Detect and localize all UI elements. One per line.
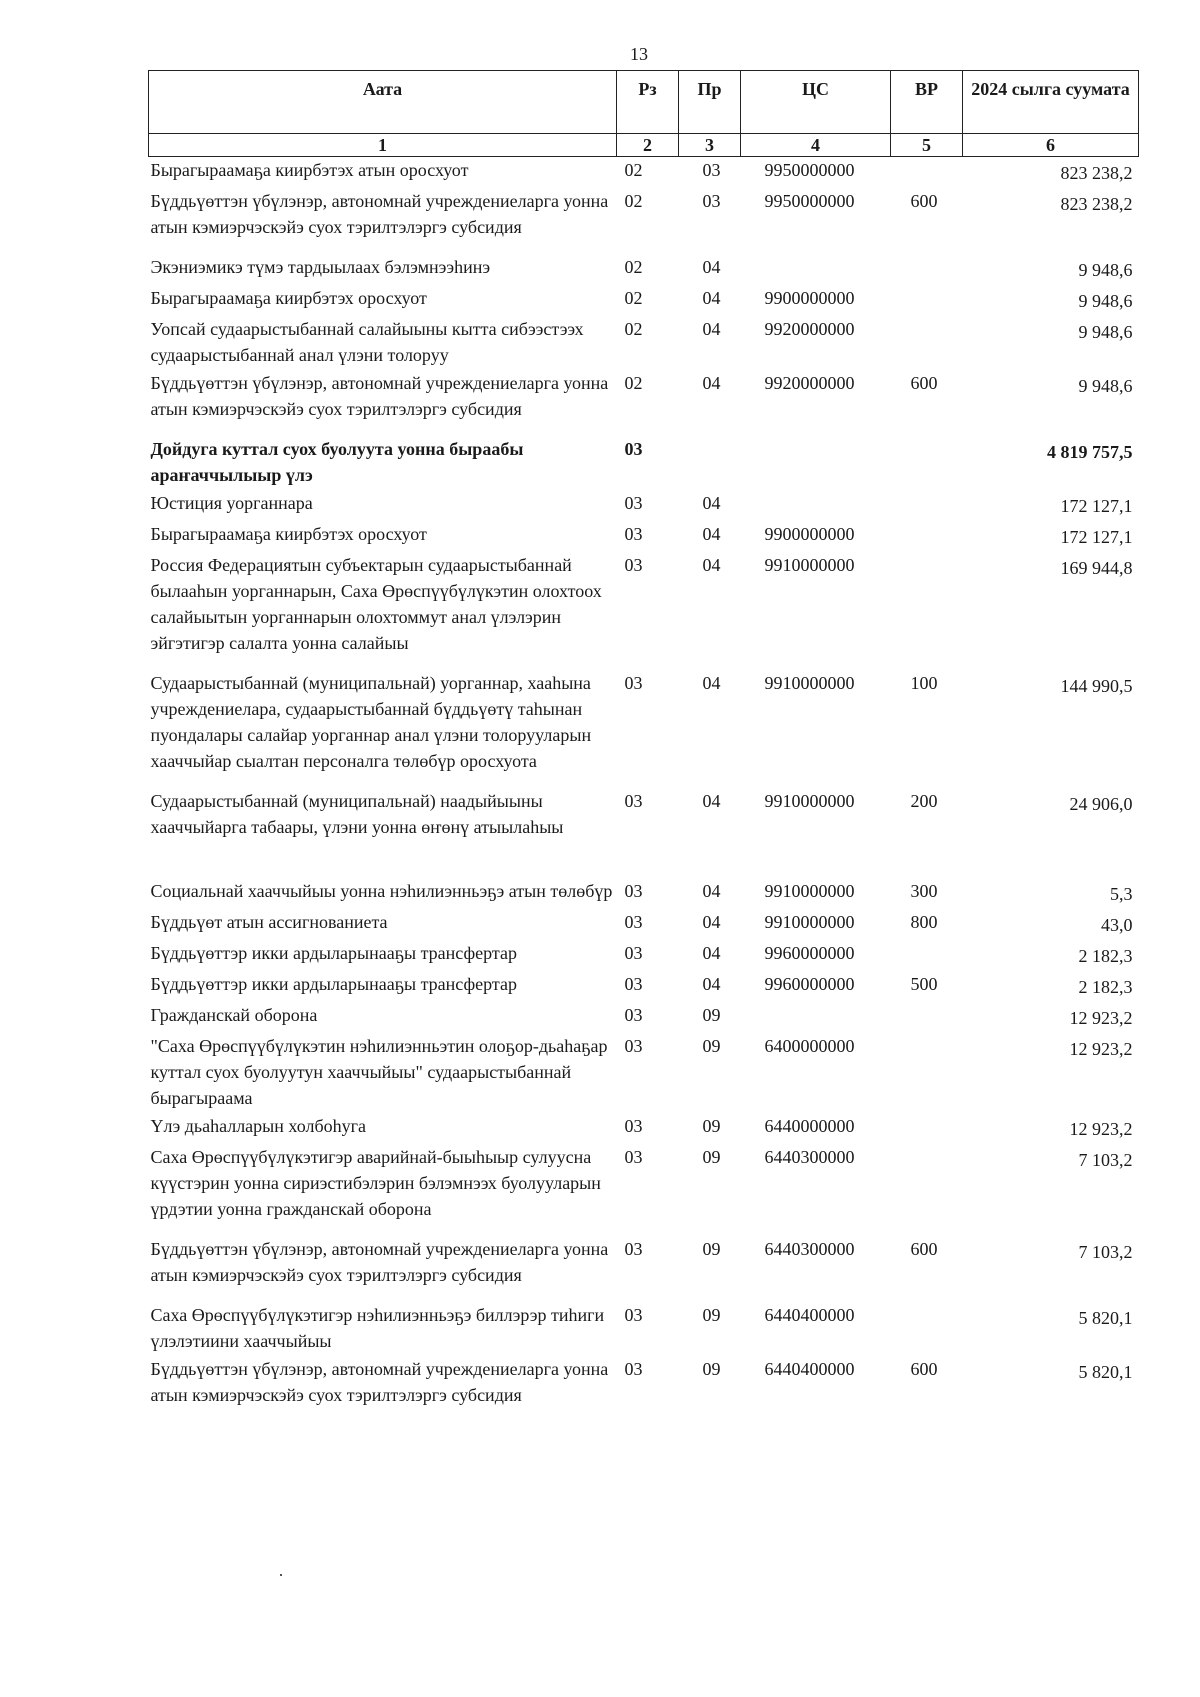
row-name: Экэниэмикэ түмэ тардыылаах бэлэмнээһинэ	[150, 257, 491, 277]
table-row	[149, 157, 1139, 189]
row-name: Бүддьүөттэн үбүлэнэр, автономнай учреждениеларга уонна атын кэмиэрчэскэйэ суох тэрилтэлэргэ субсидия	[150, 191, 609, 237]
header-pr: Пр	[679, 71, 741, 134]
row-pr: 04	[702, 524, 721, 544]
table-row	[149, 370, 1139, 436]
row-vr: 200	[910, 791, 938, 811]
row-vr: 300	[910, 881, 938, 901]
column-number: 3	[679, 134, 741, 157]
row-amount: 4 819 757,5	[1047, 442, 1133, 462]
row-pr: 09	[702, 1116, 721, 1136]
row-rz: 03	[624, 1005, 643, 1025]
table-row	[149, 971, 1139, 1002]
row-pr: 04	[702, 791, 721, 811]
row-name: Бүддьүөттэн үбүлэнэр, автономнай учреждениеларга уонна атын кэмиэрчэскэйэ суох тэрилтэлэргэ субсидия	[150, 373, 609, 419]
row-name: Гражданскай оборона	[150, 1005, 318, 1025]
header-name: Аата	[149, 71, 617, 134]
table-row	[149, 670, 1139, 788]
row-amount: 5 820,1	[1078, 1362, 1133, 1382]
column-number: 1	[149, 134, 617, 157]
row-cs: 6440300000	[764, 1239, 855, 1259]
row-name: Бүддьүөт атын ассигнованиета	[150, 912, 388, 932]
row-vr: 100	[910, 673, 938, 693]
row-name: Бүддьүөттэн үбүлэнэр, автономнай учреждениеларга уонна атын кэмиэрчэскэйэ суох тэрилтэлэргэ субсидия	[150, 1359, 609, 1405]
row-amount: 12 923,2	[1069, 1039, 1133, 1059]
row-pr: 04	[702, 673, 721, 693]
row-vr: 600	[910, 191, 938, 211]
row-name: Саха Өрөспүүбүлүкэтигэр нэһилиэнньэҕэ биллэрэр тиһиги үлэлэтиини хааччыйыы	[150, 1305, 605, 1351]
row-pr: 04	[702, 881, 721, 901]
row-vr	[891, 157, 963, 189]
row-rz: 03	[624, 1147, 643, 1167]
row-amount: 9 948,6	[1078, 376, 1133, 396]
row-vr	[891, 1033, 963, 1113]
row-amount: 2 182,3	[1078, 977, 1133, 997]
row-amount: 9 948,6	[1078, 291, 1133, 311]
column-number: 2	[617, 134, 679, 157]
row-vr: 800	[910, 912, 938, 932]
table-body	[149, 157, 1139, 1411]
row-rz: 03	[624, 943, 643, 963]
row-cs: 6440400000	[764, 1359, 855, 1379]
row-vr	[891, 521, 963, 552]
row-cs: 9900000000	[764, 288, 855, 308]
row-amount: 5 820,1	[1078, 1308, 1133, 1328]
table-row	[149, 285, 1139, 316]
header-cs: ЦС	[741, 71, 891, 134]
row-pr: 09	[702, 1005, 721, 1025]
table-row	[149, 254, 1139, 285]
table-row	[149, 1302, 1139, 1356]
table-header-row	[149, 71, 1139, 134]
row-name: Бырагыраамаҕа киирбэтэх атын оросхуот	[150, 160, 469, 180]
row-cs: 9910000000	[764, 555, 855, 575]
row-pr: 04	[702, 974, 721, 994]
row-pr: 09	[702, 1239, 721, 1259]
row-cs: 9960000000	[764, 943, 855, 963]
row-pr: 04	[702, 288, 721, 308]
table-row	[149, 1113, 1139, 1144]
row-cs: 9900000000	[764, 524, 855, 544]
row-vr	[891, 1302, 963, 1356]
row-amount: 169 944,8	[1060, 558, 1133, 578]
page-number: 13	[630, 44, 648, 64]
header-vr: ВР	[891, 71, 963, 134]
row-pr: 09	[702, 1305, 721, 1325]
table-row	[149, 188, 1139, 254]
row-rz: 03	[624, 555, 643, 575]
row-vr	[891, 1002, 963, 1033]
row-name: Саха Өрөспүүбүлүкэтигэр аварийнай-быыһыыр сулуусна күүстэрин уонна сириэстибэлэрин бэлэмнээх буолууларын үрдэтии уонна гражданскай оборона	[150, 1147, 601, 1219]
row-rz: 03	[624, 1116, 643, 1136]
row-vr: 600	[910, 1239, 938, 1259]
row-amount: 43,0	[1101, 915, 1133, 935]
row-amount: 5,3	[1110, 884, 1133, 904]
row-name: Дойдуга куттал суох буолуута уонна быраабы араҥаччылыыр үлэ	[150, 439, 524, 485]
row-cs: 9950000000	[764, 160, 855, 180]
row-pr: 09	[702, 1359, 721, 1379]
row-rz: 03	[624, 673, 643, 693]
row-name: Уопсай судаарыстыбаннай салайыыны кытта сибээстээх судаарыстыбаннай анал үлэни толоруу	[150, 319, 584, 365]
table-row	[149, 436, 1139, 490]
column-number: 5	[891, 134, 963, 157]
row-vr: 600	[910, 373, 938, 393]
row-name: Бүддьүөттэр икки ардыларынааҕы трансфертар	[150, 974, 517, 994]
row-cs	[741, 1002, 891, 1033]
table-row	[149, 940, 1139, 971]
row-cs: 9960000000	[764, 974, 855, 994]
row-amount: 823 238,2	[1060, 163, 1133, 183]
row-amount: 9 948,6	[1078, 260, 1133, 280]
row-pr: 03	[702, 191, 721, 211]
row-rz: 02	[624, 319, 643, 339]
row-pr: 04	[702, 373, 721, 393]
row-rz: 03	[624, 881, 643, 901]
row-cs: 9950000000	[764, 191, 855, 211]
table-row	[149, 1002, 1139, 1033]
table-row	[149, 316, 1139, 370]
row-rz: 03	[624, 791, 643, 811]
row-cs	[741, 490, 891, 521]
row-amount: 172 127,1	[1060, 527, 1133, 547]
header-amount: 2024 сылга суумата	[963, 71, 1139, 134]
row-rz: 03	[624, 1359, 643, 1379]
row-name: Судаарыстыбаннай (муниципальнай) уорганнар, хааһына учреждениелара, судаарыстыбаннай бүддьүөтү таһынан пуондалары салайар уорганнар анал үлэни толорууларын хааччыйар сыалтан персоналга төлөбүр оросхуота	[150, 673, 592, 771]
row-name: Россия Федерациятын субъектарын судаарыстыбаннай былааһын уорганнарын, Саха Өрөспүүбүлүкэтин олохтоох салайыытын уорганнарын олохтоммут анал үлэлэрин эйгэтигэр салалта уонна салайыы	[150, 555, 602, 653]
row-rz: 02	[624, 191, 643, 211]
row-rz: 03	[624, 1305, 643, 1325]
row-vr: 500	[910, 974, 938, 994]
stray-dot	[280, 1574, 282, 1576]
row-cs: 6440400000	[764, 1305, 855, 1325]
row-name: Үлэ дьаһалларын холбоһуга	[150, 1116, 366, 1136]
row-rz: 02	[624, 257, 643, 277]
row-amount: 7 103,2	[1078, 1150, 1133, 1170]
row-vr	[891, 436, 963, 490]
row-rz: 03	[624, 974, 643, 994]
row-pr: 04	[702, 257, 721, 277]
row-name: Юстиция уорганнара	[150, 493, 313, 513]
table-row	[149, 1033, 1139, 1113]
row-rz: 03	[624, 912, 643, 932]
row-cs: 9910000000	[764, 791, 855, 811]
row-pr: 04	[702, 912, 721, 932]
table-row	[149, 1236, 1139, 1302]
row-cs: 9910000000	[764, 912, 855, 932]
row-rz: 02	[624, 288, 643, 308]
row-vr	[891, 1144, 963, 1236]
row-pr	[679, 436, 741, 490]
row-name: "Саха Өрөспүүбүлүкэтин нэһилиэнньэтин олоҕор-дьаһаҕар куттал суох буолуутун хааччыйыы" судаарыстыбаннай бырагыраама	[150, 1036, 608, 1108]
row-rz: 03	[624, 439, 643, 459]
table-row	[149, 1144, 1139, 1236]
row-rz: 03	[624, 1239, 643, 1259]
row-rz: 02	[624, 373, 643, 393]
row-rz: 03	[624, 524, 643, 544]
row-vr	[891, 552, 963, 670]
table-row	[149, 1356, 1139, 1410]
row-pr: 04	[702, 943, 721, 963]
row-amount: 7 103,2	[1078, 1242, 1133, 1262]
table-row	[149, 521, 1139, 552]
row-name: Бүддьүөттэр икки ардыларынааҕы трансфертар	[150, 943, 517, 963]
table-row	[149, 878, 1139, 909]
row-cs: 9920000000	[764, 373, 855, 393]
row-vr	[891, 940, 963, 971]
row-amount: 24 906,0	[1069, 794, 1133, 814]
row-pr: 04	[702, 319, 721, 339]
row-pr: 04	[702, 493, 721, 513]
row-pr: 09	[702, 1147, 721, 1167]
row-cs: 6400000000	[764, 1036, 855, 1056]
row-rz: 03	[624, 493, 643, 513]
row-vr: 600	[910, 1359, 938, 1379]
row-cs	[741, 254, 891, 285]
row-amount: 144 990,5	[1060, 676, 1133, 696]
row-name: Бырагыраамаҕа киирбэтэх оросхуот	[150, 524, 427, 544]
row-vr	[891, 254, 963, 285]
budget-table	[148, 70, 1139, 1410]
table-row	[149, 909, 1139, 940]
row-cs: 9920000000	[764, 319, 855, 339]
row-cs: 6440000000	[764, 1116, 855, 1136]
row-vr	[891, 490, 963, 521]
row-cs	[741, 436, 891, 490]
row-amount: 172 127,1	[1060, 496, 1133, 516]
row-amount: 12 923,2	[1069, 1008, 1133, 1028]
row-name: Социальнай хааччыйыы уонна нэһилиэнньэҕэ атын төлөбүр	[150, 881, 613, 901]
row-cs: 6440300000	[764, 1147, 855, 1167]
row-cs: 9910000000	[764, 881, 855, 901]
row-vr	[891, 285, 963, 316]
column-number: 4	[741, 134, 891, 157]
table-row	[149, 552, 1139, 670]
row-name: Бырагыраамаҕа киирбэтэх оросхуот	[150, 288, 427, 308]
row-pr: 03	[702, 160, 721, 180]
row-rz: 03	[624, 1036, 643, 1056]
row-amount: 12 923,2	[1069, 1119, 1133, 1139]
row-cs: 9910000000	[764, 673, 855, 693]
column-number: 6	[963, 134, 1139, 157]
row-name: Бүддьүөттэн үбүлэнэр, автономнай учреждениеларга уонна атын кэмиэрчэскэйэ суох тэрилтэлэргэ субсидия	[150, 1239, 609, 1285]
row-pr: 09	[702, 1036, 721, 1056]
row-vr	[891, 316, 963, 370]
row-amount: 823 238,2	[1060, 194, 1133, 214]
row-rz: 02	[624, 160, 643, 180]
row-pr: 04	[702, 555, 721, 575]
row-amount: 2 182,3	[1078, 946, 1133, 966]
row-vr	[891, 1113, 963, 1144]
row-name: Судаарыстыбаннай (муниципальнай) наадыйыыны хааччыйарга табаары, үлэни уонна өҥөнү атыылаһыы	[150, 791, 564, 837]
header-rz: Рз	[617, 71, 679, 134]
table-row	[149, 490, 1139, 521]
row-amount: 9 948,6	[1078, 322, 1133, 342]
column-number-row	[149, 134, 1139, 157]
table-row	[149, 788, 1139, 878]
